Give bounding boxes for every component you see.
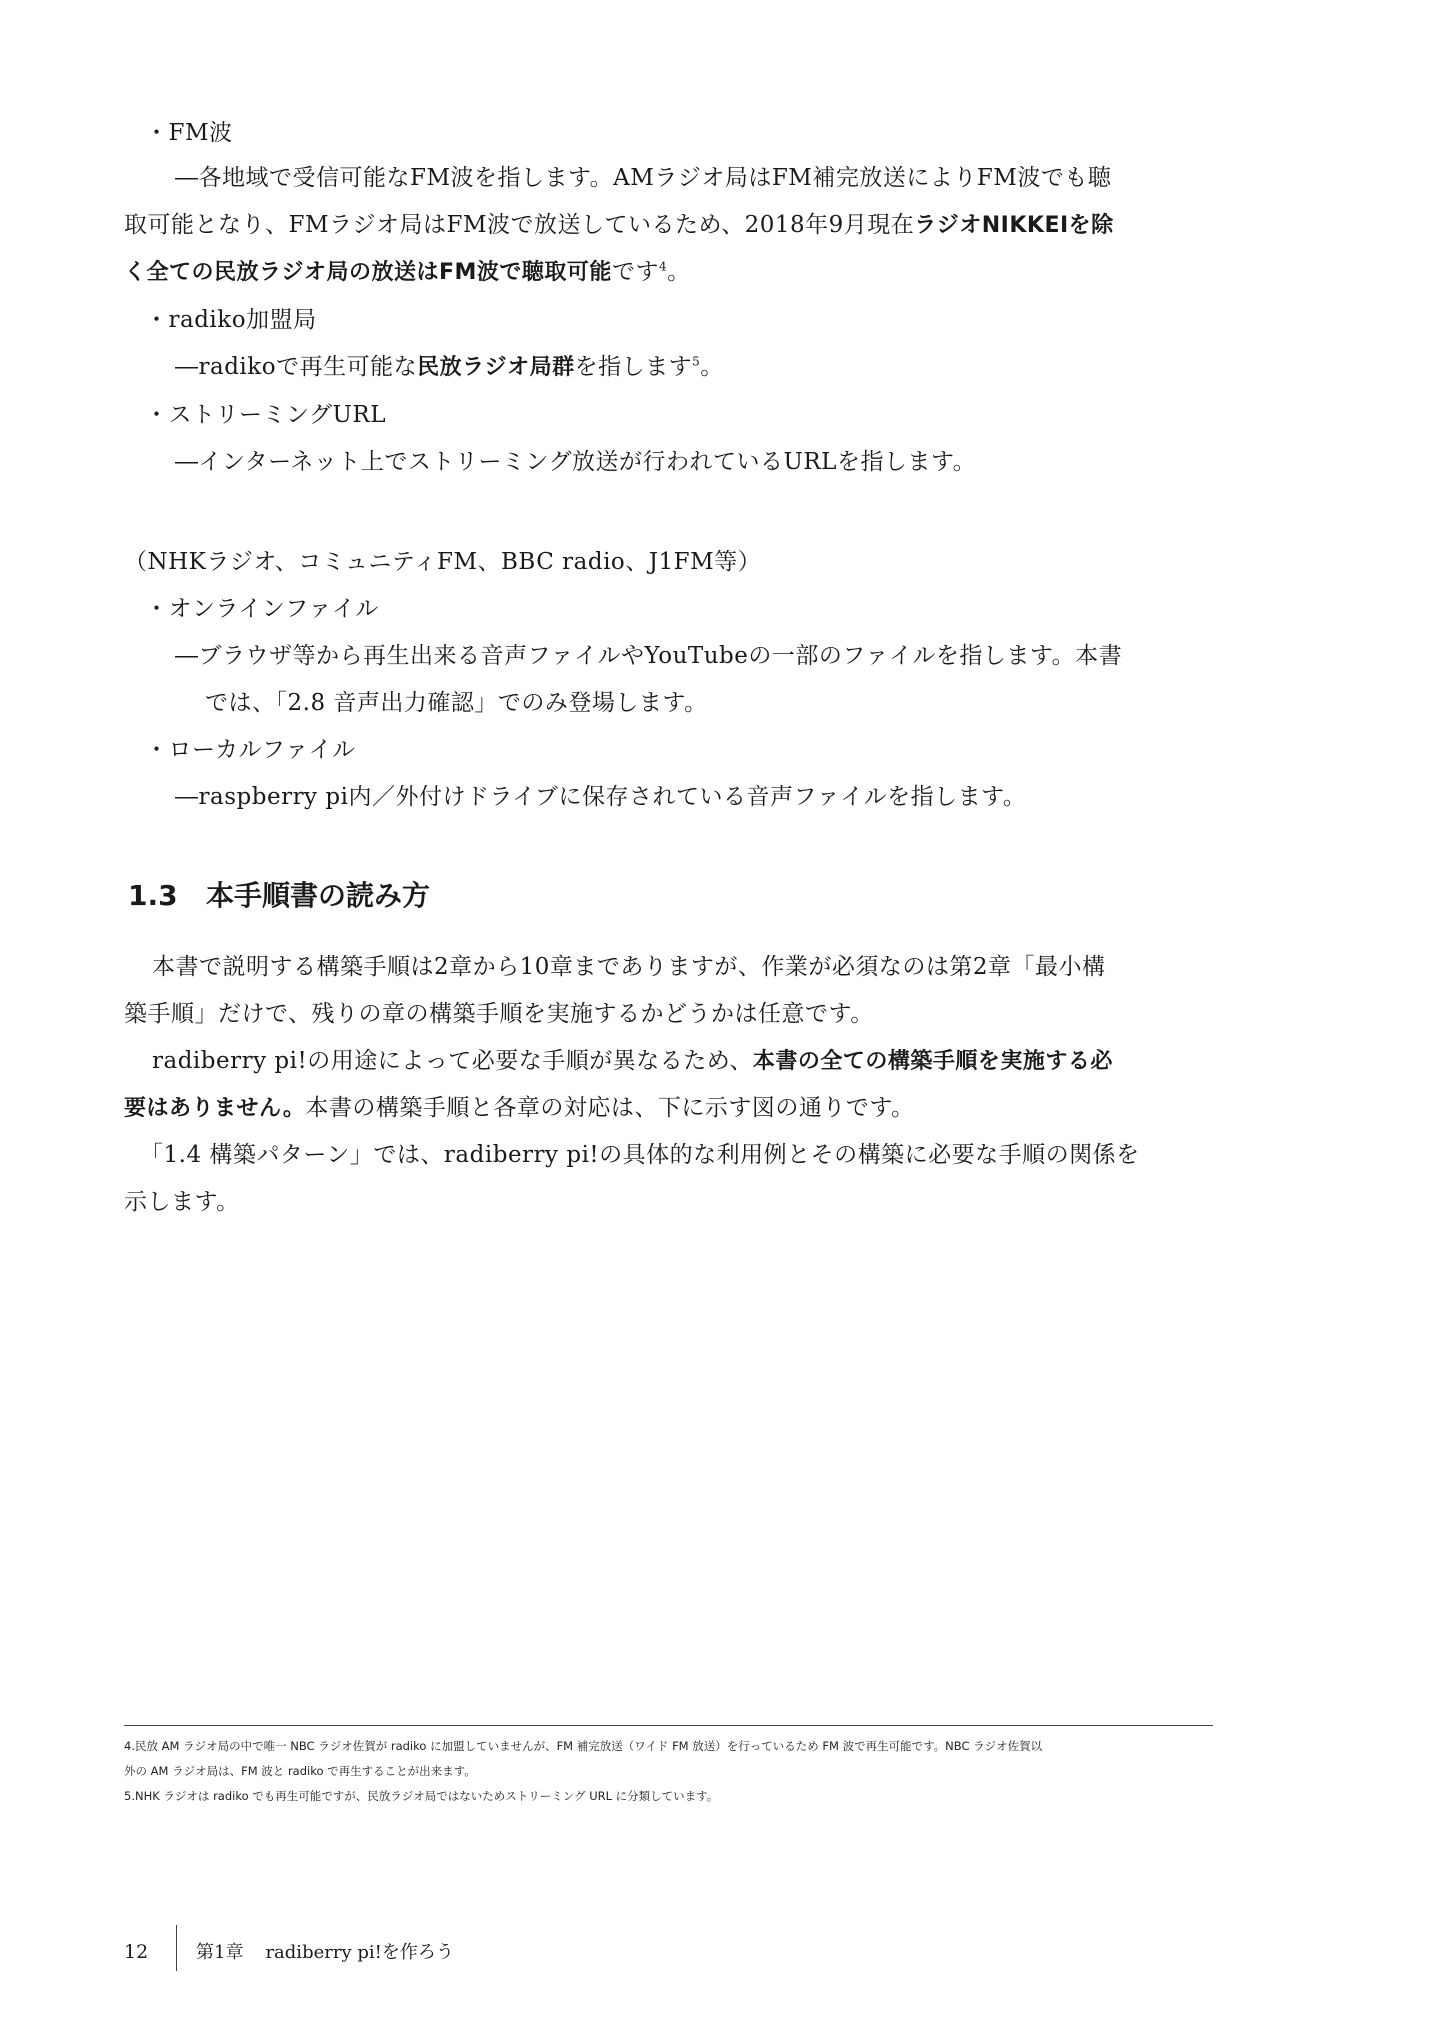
footnote-ref-5: 5 [692, 354, 701, 369]
paragraph-1-line1: 本書で説明する構築手順は2章から10章までありますが、作業が必須なのは第2章「最小構 [152, 954, 1106, 980]
chapter-title: radiberry pi!を作ろう [265, 1942, 454, 1963]
footnote-4-line2: 外の AM ラジオ局は、FM 波と radiko で再生することが出来ます。 [124, 1764, 476, 1778]
chapter-label: 第1章 [196, 1942, 244, 1963]
bold-text: く全ての民放ラジオ局の放送はFM波で聴取可能 [124, 260, 612, 285]
list-item-radiko-label: ・radiko加盟局 [145, 307, 317, 333]
footer-divider [176, 1925, 177, 1971]
running-footer [196, 1942, 454, 1964]
paragraph-3-line2: 示します。 [124, 1189, 240, 1215]
examples-text: （NHKラジオ、コミュニティFM、BBC radio、J1FM等） [124, 549, 762, 575]
footnote-divider [124, 1725, 1213, 1726]
list-item-online-desc-line2: では、「2.8 音声出力確認」でのみ登場します。 [205, 690, 708, 716]
list-item-online-desc-line1: ―ブラウザ等から再生出来る音声ファイルやYouTubeの一部のファイルを指します。本書 [175, 643, 1123, 669]
bold-text: 民放ラジオ局群 [417, 355, 575, 380]
list-item-stream-desc: ―インターネット上でストリーミング放送が行われているURLを指します。 [175, 449, 977, 475]
footnote-5: 5.NHK ラジオは radiko でも再生可能ですが、民放ラジオ局ではないためストリーミング URL に分類しています。 [124, 1789, 719, 1803]
section-heading [128, 878, 430, 914]
section-number: 1.3 [128, 879, 178, 912]
bold-text: 本書の全ての構築手順を実施する必 [752, 1049, 1113, 1074]
list-item-radiko-desc: ―radikoで再生可能な民放ラジオ局群を指します$^5$。 [175, 354, 724, 380]
list-item-fm-label: ・FM波 [145, 120, 233, 146]
paragraph-2-line2: 要はありません。本書の構築手順と各章の対応は、下に示す図の通りです。 [124, 1095, 915, 1121]
list-item-fm-desc-line3: く全ての民放ラジオ局の放送はFM波で聴取可能です$^4$。 [124, 259, 691, 285]
bold-text: ラジオNIKKEIを除 [914, 213, 1114, 238]
paragraph-2-line1: radiberry pi!の用途によって必要な手順が異なるため、本書の全ての構築手順を実施する必 [152, 1048, 1113, 1074]
footnote-4-line1: 4.民放 AM ラジオ局の中で唯一 NBC ラジオ佐賀が radiko に加盟していませんが、FM 補完放送（ワイド FM 放送）を行っているため FM 波で再生可能です。NBC ラジオ佐賀以 [124, 1739, 1043, 1753]
list-item-local-label: ・ローカルファイル [145, 737, 356, 763]
paragraph-3-line1: 「1.4 構築パターン」では、radiberry pi!の具体的な利用例とその構築に必要な手順の関係を [140, 1142, 1140, 1168]
list-item-fm-desc-line2: 取可能となり、FMラジオ局はFM波で放送しているため、2018年9月現在ラジオNIKKEIを除 [124, 212, 1114, 238]
paragraph-1-line2: 築手順」だけで、残りの章の構築手順を実施するかどうかは任意です。 [124, 1001, 874, 1027]
footnote-ref-4: 4 [658, 259, 668, 274]
list-item-stream-label: ・ストリーミングURL [145, 402, 387, 428]
list-item-online-label: ・オンラインファイル [145, 596, 379, 622]
section-title: 本手順書の読み方 [206, 879, 431, 912]
bold-text: 要はありません。 [124, 1096, 306, 1121]
page-number: 12 [124, 1941, 149, 1963]
list-item-fm-desc-line1: ―各地域で受信可能なFM波を指します。AMラジオ局はFM補完放送によりFM波でも聴 [175, 165, 1112, 191]
list-item-local-desc: ―raspberry pi内／外付けドライブに保存されている音声ファイルを指します。 [175, 784, 1027, 810]
